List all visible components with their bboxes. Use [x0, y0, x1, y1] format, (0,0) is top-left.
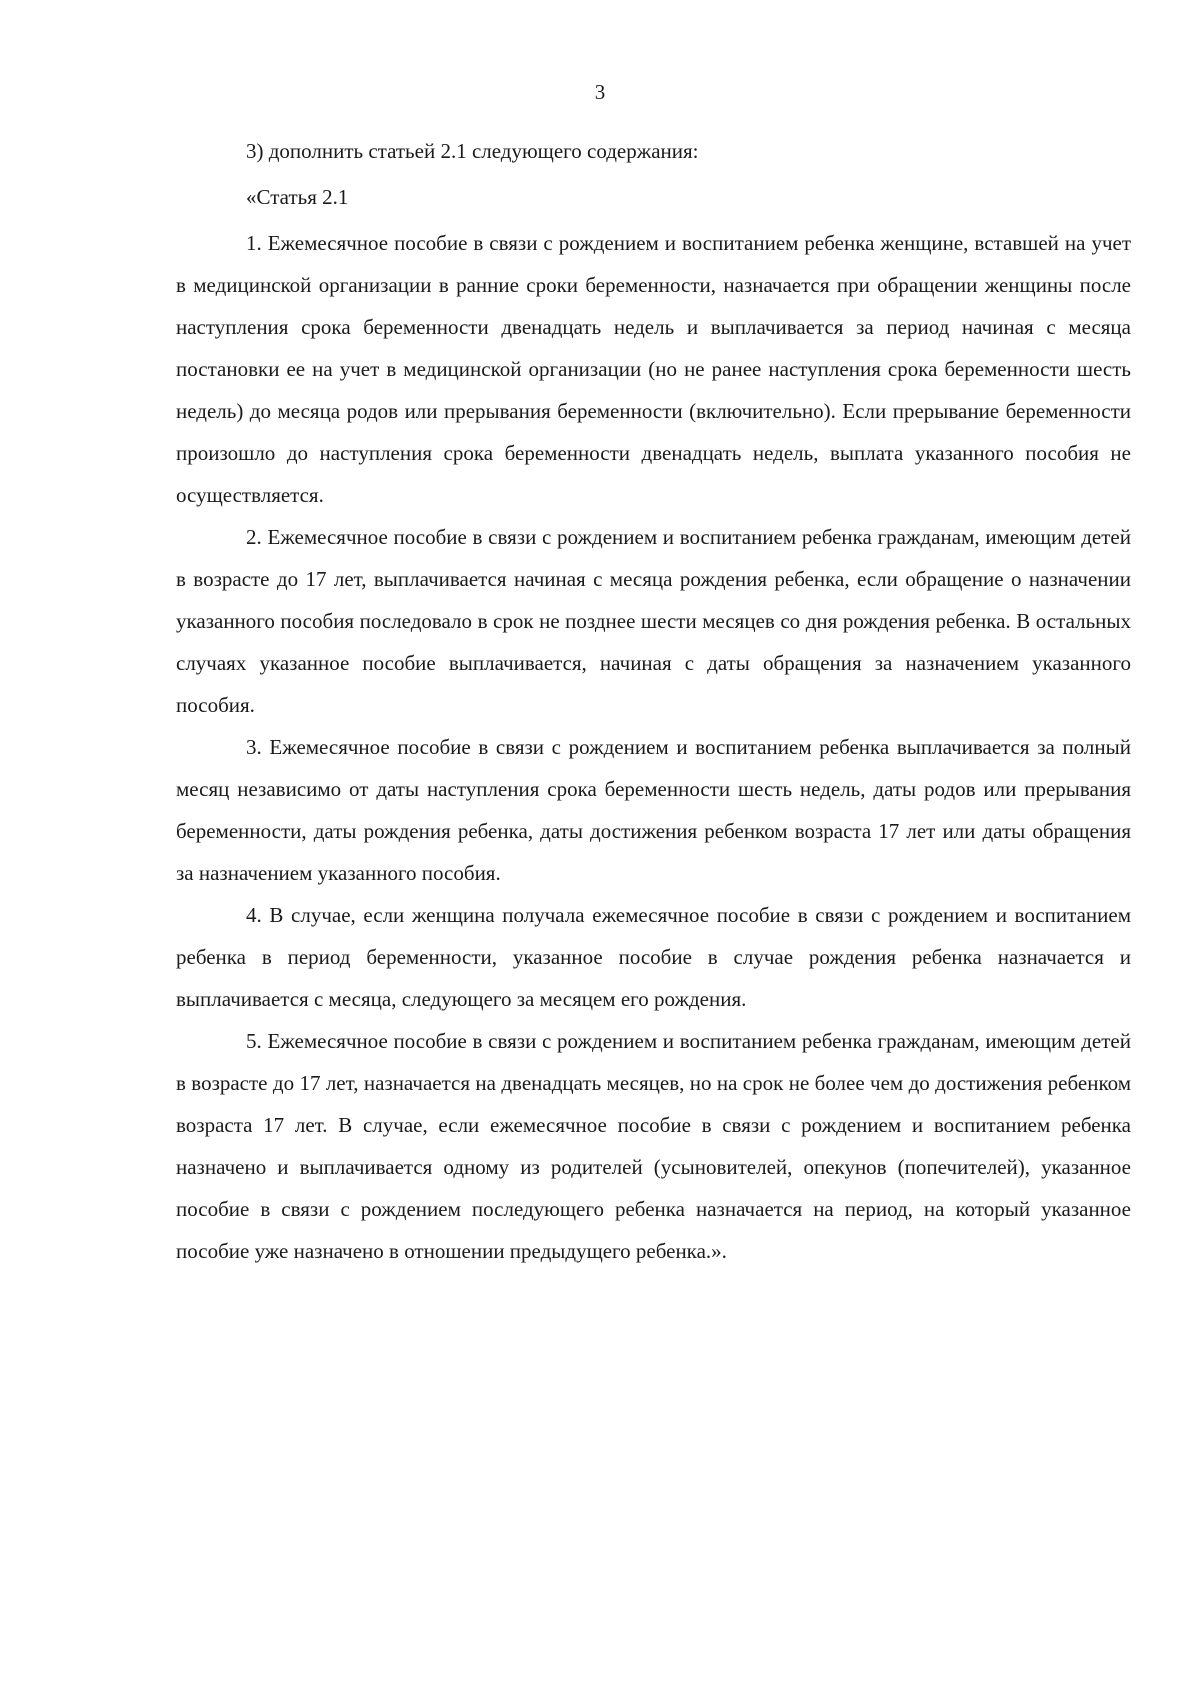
article-paragraph-4: 4. В случае, если женщина получала ежемесячное пособие в связи с рождением и воспитанием ребенка в период беременности, указанное пособие в случае рождения ребенка назначается и выплачивается с месяца, следующего за месяцем его рождения. — [176, 903, 1131, 1011]
article-paragraph-2: 2. Ежемесячное пособие в связи с рождением и воспитанием ребенка гражданам, имеющим детей в возрасте до 17 лет, выплачивается начиная с месяца рождения ребенка, если обращение о назначении указанного пособия последовало в срок не позднее шести месяцев со дня рождения ребенка. В остальных случаях указанное пособие выплачивается, начиная с даты обращения за назначением указанного пособия. — [176, 525, 1131, 717]
article-paragraph-5: 5. Ежемесячное пособие в связи с рождением и воспитанием ребенка гражданам, имеющим детей в возрасте до 17 лет, назначается на двенадцать месяцев, но на срок не более чем до достижения ребенком возраста 17 лет. В случае, если ежемесячное пособие в связи с рождением и воспитанием ребенка назначено и выплачивается одному из родителей (усыновителей, опекунов (попечителей), указанное пособие в связи с рождением последующего ребенка назначается на период, на который указанное пособие уже назначено в отношении предыдущего ребенка.». — [176, 1029, 1131, 1263]
amendment-intro: 3) дополнить статьей 2.1 следующего содержания: — [246, 139, 699, 163]
article-paragraph-3: 3. Ежемесячное пособие в связи с рождением и воспитанием ребенка выплачивается за полный месяц независимо от даты наступления срока беременности шесть недель, даты родов или прерывания беременности, даты рождения ребенка, даты достижения ребенком возраста 17 лет или даты обращения за назначением указанного пособия. — [176, 735, 1131, 885]
article-title: «Статья 2.1 — [246, 185, 349, 209]
page-number: 3 — [594, 80, 606, 104]
document-body — [176, 130, 1131, 1272]
article-paragraph-1: 1. Ежемесячное пособие в связи с рождением и воспитанием ребенка женщине, вставшей на учет в медицинской организации в ранние сроки беременности, назначается при обращении женщины после наступления срока беременности двенадцать недель и выплачивается за период начиная с месяца постановки ее на учет в медицинской организации (но не ранее наступления срока беременности шесть недель) до месяца родов или прерывания беременности (включительно). Если прерывание беременности произошло до наступления срока беременности двенадцать недель, выплата указанного пособия не осуществляется. — [176, 231, 1131, 507]
